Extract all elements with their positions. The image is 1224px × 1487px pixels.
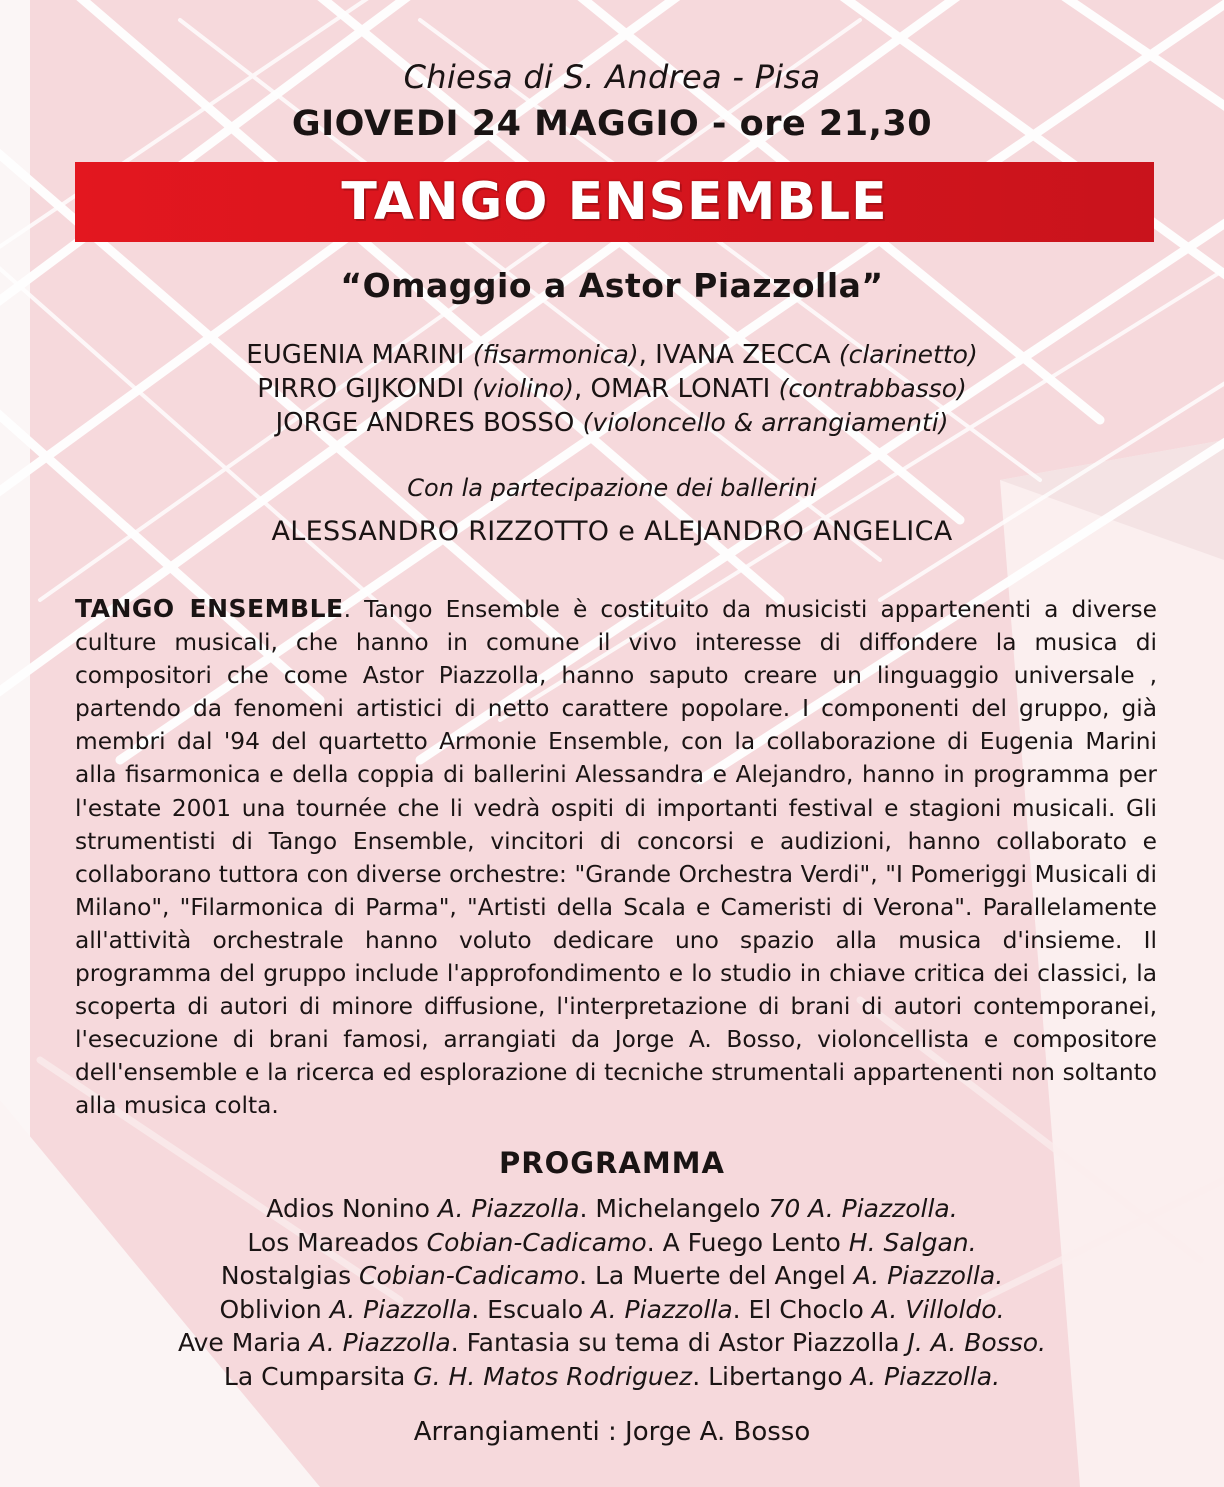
piece-title: Nostalgias [220,1261,360,1291]
ensemble-biography [75,592,1157,1123]
ensemble-title: TANGO ENSEMBLE [341,172,888,232]
program-title: PROGRAMMA [499,1146,725,1180]
dancers-names: ALESSANDRO RIZZOTTO e ALEJANDRO ANGELICA [271,516,953,547]
composer-name: 70 A. Piazzolla. [768,1194,958,1223]
composer-name: A. Piazzolla [329,1294,472,1324]
musician-role: (violoncello & arrangiamenti) [582,408,949,437]
composer-name: A. Piazzolla. [850,1361,1001,1391]
concert-subtitle: “Omaggio a Astor Piazzolla” [340,266,884,305]
musicians-line [0,338,1224,372]
piece-title: . Libertango [692,1361,851,1391]
composer-name: A. Piazzolla [309,1328,451,1358]
title-banner [75,162,1154,242]
piece-title: Los Mareados [247,1227,427,1257]
musician-role: (fisarmonica) [472,340,639,369]
piece-title: . La Muerte del Angel [579,1261,854,1291]
program-line [0,1360,1224,1394]
program-line [0,1226,1224,1260]
program-line [0,1192,1224,1226]
musician-name: EUGENIA MARINI [246,340,473,370]
piece-title: Adios Nonino [266,1194,438,1223]
venue: Chiesa di S. Andrea - Pisa [403,58,821,96]
musician-name: , OMAR LONATI [573,374,779,404]
piece-title: . Fantasia su tema di Astor Piazzolla [450,1328,908,1358]
composer-name: A. Piazzolla [437,1194,580,1223]
composer-name: J. A. Bosso. [907,1328,1046,1358]
musicians-list [0,338,1224,440]
piece-title: . El Choclo [732,1294,872,1324]
composer-name: A. Villoldo. [871,1294,1005,1324]
program-line [0,1293,1224,1327]
program-line [0,1326,1224,1360]
composer-name: H. Salgan. [848,1227,977,1257]
arrangements-credit: Arrangiamenti : Jorge A. Bosso [413,1417,811,1447]
program-list [0,1192,1224,1394]
musician-role: (violino) [472,374,574,403]
date-time: GIOVEDI 24 MAGGIO - ore 21,30 [291,104,933,144]
bio-lead: TANGO ENSEMBLE [75,594,344,623]
program-line [0,1259,1224,1293]
composer-name: Cobian-Cadicamo [426,1227,647,1257]
musicians-line [0,372,1224,406]
musician-role: (contrabbasso) [778,374,967,403]
piece-title: . A Fuego Lento [646,1227,849,1257]
composer-name: A. Piazzolla [591,1294,733,1324]
piece-title: . Michelangelo [579,1194,769,1223]
dancers-intro: Con la partecipazione dei ballerini [407,474,817,502]
musician-name: JORGE ANDRES BOSSO [275,408,583,438]
piece-title: . Escualo [471,1294,592,1324]
bio-text: . Tango Ensemble è costituito da musicisti appartenenti a diverse culture musicali, che hanno in comune il vivo interesse di diffondere la musica di compositori che come Astor Piazzolla, hanno saputo creare un linguaggio universale , partendo da fenomeni artistici di netto carattere popolare. I componenti del gruppo, già membri dal '94 del quartetto Armonie Ensemble, con la collaborazione di Eugenia Marini alla fisarmonica e della coppia di ballerini Alessandra e Alejandro, hanno in programma per l'estate 2001 una tournée che li vedrà ospiti di importanti festival e stagioni musicali. Gli strumentisti di Tango Ensemble, vincitori di concorsi e audizioni, hanno collaborato e collaborano tuttora con diverse orchestre: "Grande Orchestra Verdi", "I Pomeriggi Musicali di Milano", "Filarmonica di Parma", "Artisti della Scala e Cameristi di Verona". Parallelamente all'attività orchestrale hanno voluto dedicare uno spazio alla musica d'insieme. Il programma del gruppo include l'approfondimento e lo studio in chiave critica dei classici, la scoperta di autori di minore diffusione, l'interpretazione di brani di autori contemporanei, l'esecuzione di brani famosi, arrangiati da Jorge A. Bosso, violoncellista e compositore dell'ensemble e la ricerca ed esplorazione di tecniche strumentali appartenenti non soltanto alla musica colta. [75,596,1157,1120]
piece-title: La Cumparsita [223,1361,414,1391]
piece-title: Oblivion [219,1294,330,1324]
composer-name: Cobian-Cadicamo [359,1261,580,1291]
piece-title: Ave Maria [178,1328,310,1358]
musicians-line [0,406,1224,440]
musician-name: PIRRO GIJKONDI [257,374,473,404]
composer-name: A. Piazzolla. [853,1261,1004,1291]
composer-name: G. H. Matos Rodriguez [413,1361,693,1391]
musician-role: (clarinetto) [838,340,978,369]
musician-name: , IVANA ZECCA [638,340,839,370]
